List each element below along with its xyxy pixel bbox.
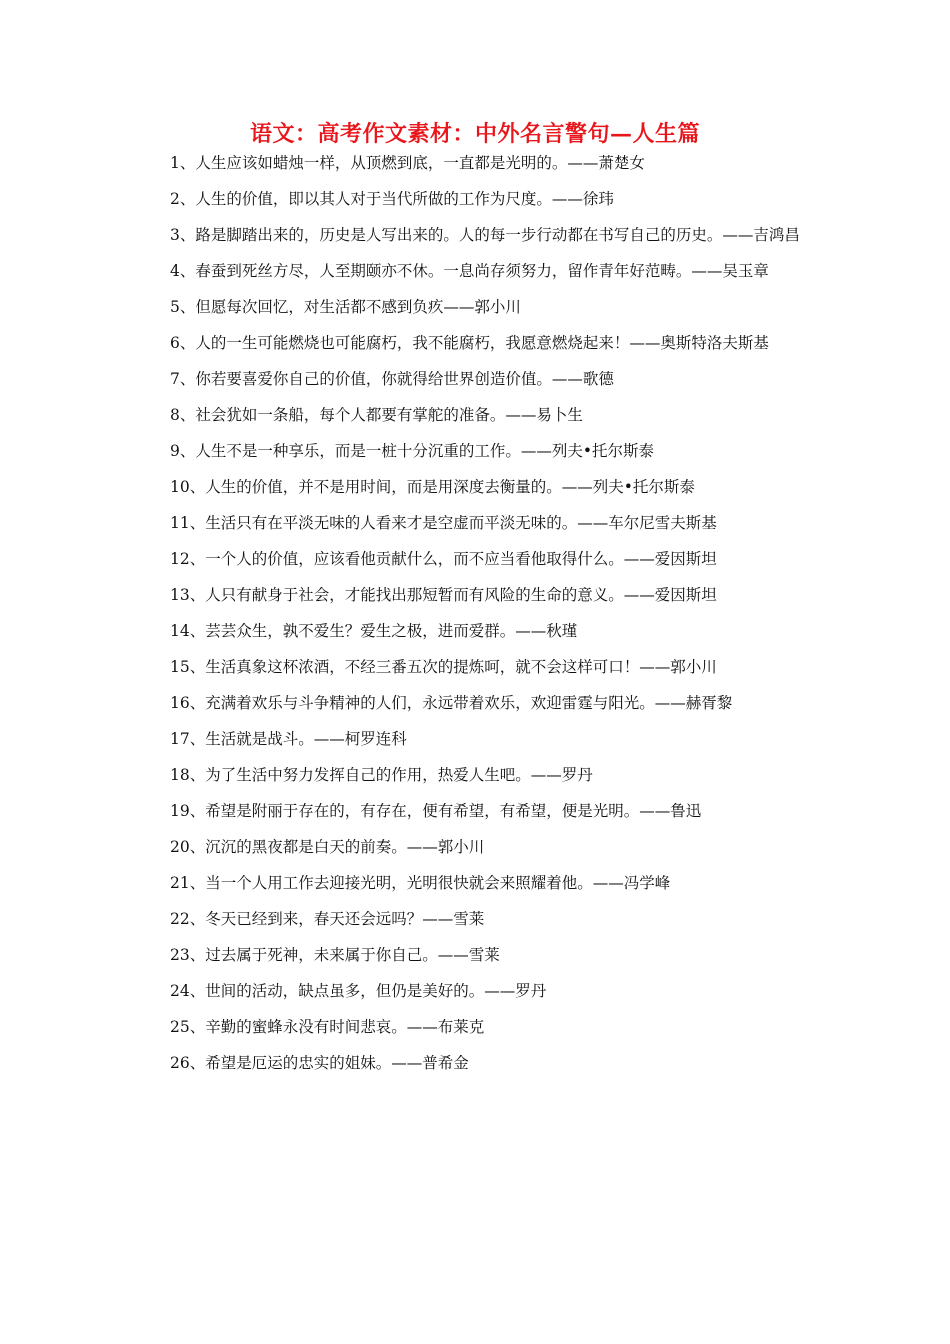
quote-item: 10、人生的价值，并不是用时间，而是用深度去衡量的。——列夫•托尔斯泰 [170,478,695,496]
quote-item: 18、为了生活中努力发挥自己的作用，热爱人生吧。——罗丹 [170,766,593,784]
quote-item: 21、当一个人用工作去迎接光明，光明很快就会来照耀着他。——冯学峰 [170,874,671,892]
quote-item: 19、希望是附丽于存在的，有存在，便有希望，有希望，便是光明。——鲁迅 [170,802,702,820]
quote-item: 22、冬天已经到来，春天还会远吗？——雪莱 [170,910,485,928]
quote-item: 16、充满着欢乐与斗争精神的人们，永远带着欢乐，欢迎雷霆与阳光。——赫胥黎 [170,694,733,712]
quote-item: 8、社会犹如一条船，每个人都要有掌舵的准备。——易卜生 [170,406,583,424]
quote-item: 20、沉沉的黑夜都是白天的前奏。——郭小川 [170,838,485,856]
quote-item: 9、人生不是一种享乐，而是一桩十分沉重的工作。——列夫•托尔斯泰 [170,442,655,460]
quote-item: 14、芸芸众生，孰不爱生？爱生之极，进而爱群。——秋瑾 [170,622,578,640]
quote-item: 2、人生的价值，即以其人对于当代所做的工作为尺度。——徐玮 [170,190,614,208]
quote-item: 5、但愿每次回忆，对生活都不感到负疚——郭小川 [170,298,521,316]
quote-item: 24、世间的活动，缺点虽多，但仍是美好的。——罗丹 [170,982,547,1000]
quote-item: 1、人生应该如蜡烛一样，从顶燃到底，一直都是光明的。——萧楚女 [170,154,645,172]
document-title: 语文：高考作文素材：中外名言警句—人生篇 [249,121,700,147]
quote-list [138,145,814,1081]
quote-item: 3、路是脚踏出来的，历史是人写出来的。人的每一步行动都在书写自己的历史。——吉鸿昌 [170,226,800,244]
quote-item: 11、生活只有在平淡无味的人看来才是空虚而平淡无味的。——车尔尼雪夫斯基 [170,514,717,532]
quote-item: 15、生活真象这杯浓酒，不经三番五次的提炼呵，就不会这样可口！——郭小川 [170,658,717,676]
quote-item: 7、你若要喜爱你自己的价值，你就得给世界创造价值。——歌德 [170,370,614,388]
quote-item: 25、辛勤的蜜蜂永没有时间悲哀。——布莱克 [170,1018,485,1036]
quote-item: 26、希望是厄运的忠实的姐妹。——普希金 [170,1054,469,1072]
quote-item: 23、过去属于死神，未来属于你自己。——雪莱 [170,946,500,964]
quote-item: 4、春蚕到死丝方尽，人至期颐亦不休。一息尚存须努力，留作青年好范畴。——吴玉章 [170,262,769,280]
quote-item: 6、人的一生可能燃烧也可能腐朽，我不能腐朽，我愿意燃烧起来！——奥斯特洛夫斯基 [170,334,769,352]
quote-item: 17、生活就是战斗。——柯罗连科 [170,730,407,748]
quote-item: 12、一个人的价值，应该看他贡献什么，而不应当看他取得什么。——爱因斯坦 [170,550,717,568]
quote-item: 13、人只有献身于社会，才能找出那短暂而有风险的生命的意义。——爱因斯坦 [170,586,717,604]
